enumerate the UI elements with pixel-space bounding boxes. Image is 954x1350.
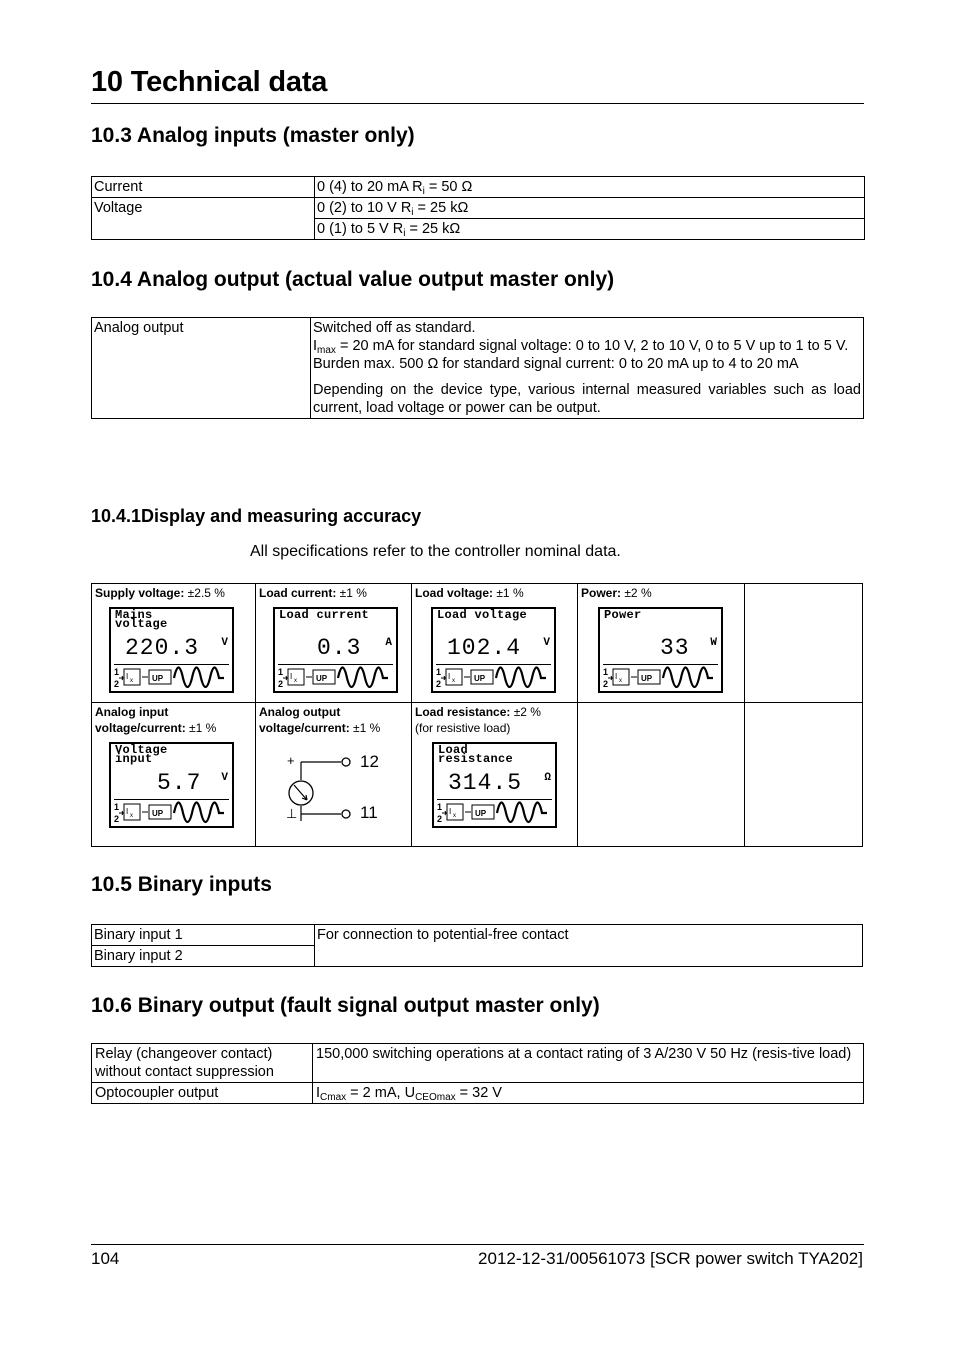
page-number: 104 xyxy=(91,1249,120,1268)
accuracy-note: All specifications refer to the controller nominal data. xyxy=(250,543,621,560)
terminal-11: 11 xyxy=(360,803,378,822)
lcd-load-voltage: Load voltage 102.4 V xyxy=(431,607,556,693)
label-binary-input-2: Binary input 2 xyxy=(92,946,315,967)
heading-10-6: 10.6 Binary output (fault signal output master only) xyxy=(91,994,600,1017)
svg-text:+: + xyxy=(287,753,295,768)
cell-load-voltage: Load voltage: ±1 % Load voltage 102.4 V xyxy=(412,584,578,703)
cell-analog-output: Analog output voltage/current: ±1 % + ⊥ 12 11 xyxy=(256,703,412,847)
table-row xyxy=(92,1044,864,1083)
value-analog-output: Switched off as standard. $I_{max} = 20$ mA for standard signal voltage: 0 to 10 V, 2 to 10 V, 0 to 5 V up to 1 to 5 V. Burden max. 500 Ω for standard signal current: 0 to 20 mA up to 4 to 20 mA Depending on the device type, various internal measured variables such as load current, load voltage or power can be output. xyxy=(311,318,864,419)
table-row xyxy=(92,584,863,703)
value-relay: 150,000 switching operations at a contact rating of 3 A/230 V 50 Hz (resis-tive load) xyxy=(313,1044,864,1083)
label-voltage: Voltage xyxy=(92,198,315,240)
lcd-status-icons xyxy=(114,801,226,825)
lcd-status-icons xyxy=(437,801,549,825)
table-row xyxy=(92,703,863,847)
binary-output-table xyxy=(91,1043,864,1104)
analog-output-table xyxy=(91,317,864,419)
lcd-load-resistance: Load resistance 314.5 Ω xyxy=(432,742,557,828)
value-current: 0 (4) to 20 mA $R_i = 50$ Ω xyxy=(315,177,865,198)
heading-10-4: 10.4 Analog output (actual value output master only) xyxy=(91,268,615,291)
cell-analog-input: Analog input voltage/current: ±1 % Voltage input 5.7 V xyxy=(92,703,256,847)
cell-load-resistance: Load resistance: ±2 % (for resistive load) Load resistance 314.5 Ω xyxy=(412,703,578,847)
label-binary-input-1: Binary input 1 xyxy=(92,925,315,946)
terminal-12: 12 xyxy=(360,752,379,771)
heading-10-4-1: 10.4.1Display and measuring accuracy xyxy=(91,506,422,526)
cell-empty xyxy=(578,703,745,847)
value-voltage-10v: 0 (2) to 10 V $R_i = 25$ kΩ xyxy=(315,198,865,219)
lcd-status-icons xyxy=(436,666,548,690)
lcd-status-icons xyxy=(278,666,390,690)
lcd-supply-voltage: Mains voltage 220.3 V xyxy=(109,607,234,693)
heading-10-5: 10.5 Binary inputs xyxy=(91,873,272,896)
chapter-title: 10 Technical data xyxy=(91,66,328,98)
cell-empty xyxy=(745,584,863,703)
svg-text:⊥: ⊥ xyxy=(286,806,298,821)
value-binary-inputs: For connection to potential-free contact xyxy=(315,925,863,967)
table-row xyxy=(92,177,865,198)
table-row xyxy=(92,318,864,419)
analog-output-symbol xyxy=(281,751,351,821)
lcd-status-icons xyxy=(114,666,226,690)
label-relay: Relay (changeover contact) without contact suppression xyxy=(92,1044,313,1083)
value-optocoupler: $I_{Cmax} = 2$ mA, $U_{CEOmax} = 32$ V xyxy=(313,1083,864,1104)
cell-empty xyxy=(745,703,863,847)
document-id: 2012-12-31/00561073 [SCR power switch TYA202] xyxy=(478,1249,863,1268)
footer-rule xyxy=(91,1244,864,1245)
label-optocoupler: Optocoupler output xyxy=(92,1083,313,1104)
label-analog-output: Analog output xyxy=(92,318,311,419)
table-row xyxy=(92,198,865,219)
lcd-power: Power 33 W xyxy=(598,607,723,693)
value-voltage-5v: 0 (1) to 5 V $R_i = 25$ kΩ xyxy=(315,219,865,240)
cell-load-current: Load current: ±1 % Load current 0.3 A xyxy=(256,584,412,703)
binary-inputs-table xyxy=(91,924,863,967)
lcd-load-current: Load current 0.3 A xyxy=(273,607,398,693)
chapter-rule xyxy=(91,103,864,104)
cell-supply-voltage: Supply voltage: ±2.5 % Mains voltage 220.3 V xyxy=(92,584,256,703)
table-row xyxy=(92,1083,864,1104)
cell-power: Power: ±2 % Power 33 W xyxy=(578,584,745,703)
heading-10-3: 10.3 Analog inputs (master only) xyxy=(91,124,415,147)
accuracy-grid xyxy=(91,583,863,847)
lcd-analog-input: Voltage input 5.7 V xyxy=(109,742,234,828)
table-row xyxy=(92,925,863,946)
analog-inputs-table xyxy=(91,176,865,240)
label-current: Current xyxy=(92,177,315,198)
lcd-status-icons xyxy=(603,666,715,690)
